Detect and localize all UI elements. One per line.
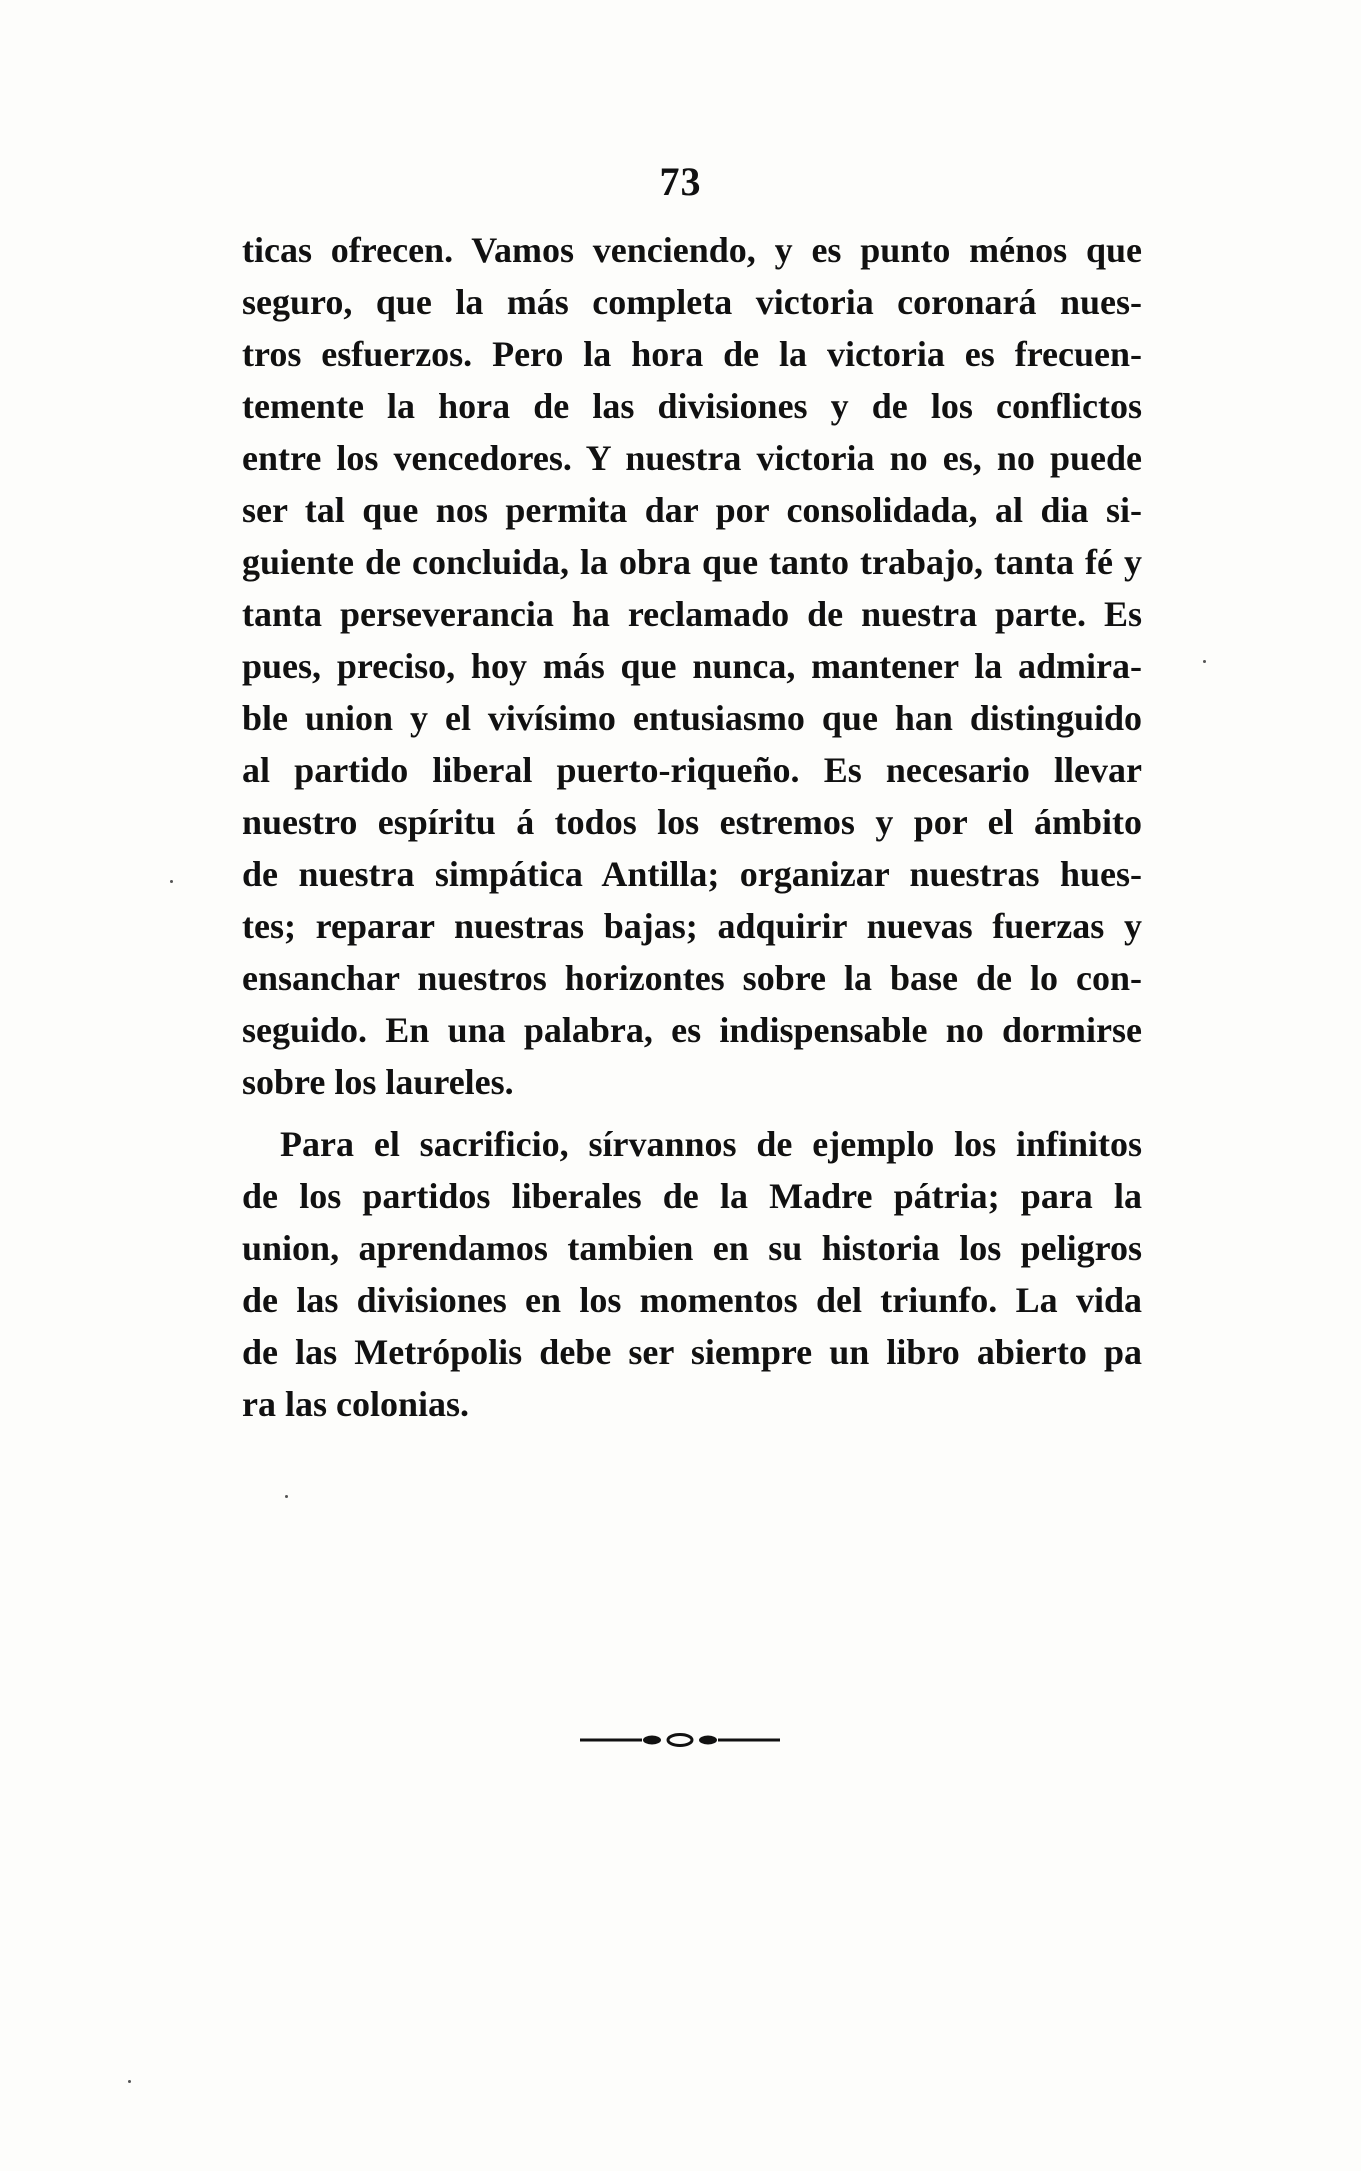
text-line: union, aprendamos tambien en su historia los peligros: [242, 1228, 1142, 1268]
text-line: pues, preciso, hoy más que nunca, mantener la admira-: [242, 646, 1142, 686]
text-line: ra las colonias.: [242, 1384, 470, 1424]
paragraph-1: [242, 224, 1142, 1108]
text-line: ensanchar nuestros horizontes sobre la base de lo con-: [242, 958, 1142, 998]
text-line: seguro, que la más completa victoria coronará nues-: [242, 282, 1142, 322]
body-text: [242, 224, 1142, 1430]
text-line: Para el sacrificio, sírvannos de ejemplo los infinitos: [280, 1124, 1142, 1164]
text-line: al partido liberal puerto-riqueño. Es necesario llevar: [242, 750, 1142, 790]
text-line: tanta perseverancia ha reclamado de nuestra parte. Es: [242, 594, 1142, 634]
text-line: de los partidos liberales de la Madre pátria; para la: [242, 1176, 1142, 1216]
text-line: nuestro espíritu á todos los estremos y por el ámbito: [242, 802, 1142, 842]
text-line: seguido. En una palabra, es indispensable no dormirse: [242, 1010, 1142, 1050]
text-line: ble union y el vivísimo entusiasmo que han distinguido: [242, 698, 1142, 738]
paper-speck: [170, 880, 173, 883]
text-line: de nuestra simpática Antilla; organizar nuestras hues-: [242, 854, 1142, 894]
text-line: guiente de concluida, la obra que tanto trabajo, tanta fé y: [242, 542, 1142, 582]
paper-speck: [1203, 660, 1206, 663]
text-line: tros esfuerzos. Pero la hora de la victoria es frecuen-: [242, 334, 1142, 374]
paper-speck: [128, 2080, 131, 2083]
text-line: de las Metrópolis debe ser siempre un libro abierto pa: [242, 1332, 1142, 1372]
text-line: sobre los laureles.: [242, 1062, 514, 1102]
text-line: temente la hora de las divisiones y de los conflictos: [242, 386, 1142, 426]
paper-speck: [285, 1495, 288, 1498]
end-ornament-icon: [580, 1730, 780, 1750]
text-line: ticas ofrecen. Vamos venciendo, y es punto ménos que: [242, 230, 1142, 270]
page-number: 73: [659, 159, 702, 204]
text-line: tes; reparar nuestras bajas; adquirir nuevas fuerzas y: [242, 906, 1142, 946]
text-line: ser tal que nos permita dar por consolidada, al dia si-: [242, 490, 1142, 530]
paragraph-2: [242, 1118, 1142, 1430]
text-line: entre los vencedores. Y nuestra victoria no es, no puede: [242, 438, 1142, 478]
text-line: de las divisiones en los momentos del triunfo. La vida: [242, 1280, 1142, 1320]
